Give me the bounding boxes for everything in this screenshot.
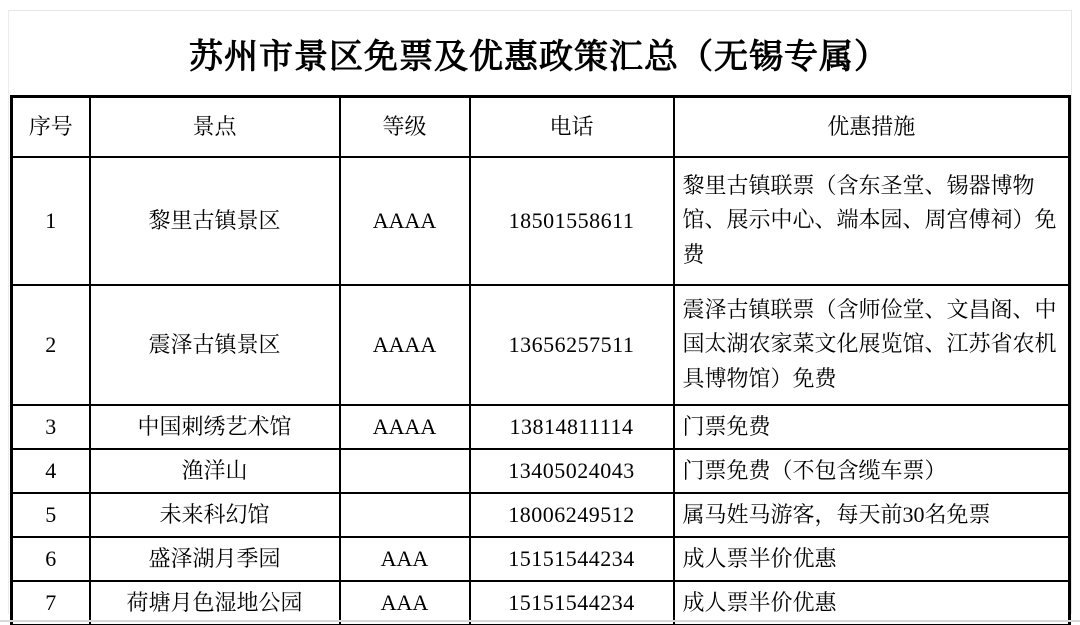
cell-grade: AAAA [340, 157, 470, 285]
table-row [12, 449, 1070, 493]
table-row [12, 157, 1070, 285]
cell-policy: 门票免费 [674, 405, 1070, 449]
cell-spot: 渔洋山 [90, 449, 340, 493]
cell-spot: 荷塘月色湿地公园 [90, 581, 340, 625]
cell-no: 6 [12, 537, 90, 581]
cell-phone: 18501558611 [470, 157, 674, 285]
cell-policy: 成人票半价优惠 [674, 581, 1070, 625]
cell-spot: 震泽古镇景区 [90, 285, 340, 405]
cell-phone: 15151544234 [470, 581, 674, 625]
cell-no: 4 [12, 449, 90, 493]
cell-policy: 成人票半价优惠 [674, 537, 1070, 581]
cell-grade: AAA [340, 581, 470, 625]
cell-phone: 13656257511 [470, 285, 674, 405]
table-row [12, 493, 1070, 537]
cell-policy: 震泽古镇联票（含师俭堂、文昌阁、中国太湖农家菜文化展览馆、江苏省农机具博物馆）免费 [674, 285, 1070, 405]
column-header-policy: 优惠措施 [674, 97, 1070, 157]
cell-grade [340, 493, 470, 537]
cell-policy: 黎里古镇联票（含东圣堂、锡器博物馆、展示中心、端本园、周宫傅祠）免费 [674, 157, 1070, 285]
cell-grade: AAAA [340, 405, 470, 449]
cell-policy: 属马姓马游客，每天前30名免票 [674, 493, 1070, 537]
column-header-phone: 电话 [470, 97, 674, 157]
cell-no: 1 [12, 157, 90, 285]
table-row [12, 285, 1070, 405]
cell-spot: 盛泽湖月季园 [90, 537, 340, 581]
cell-grade [340, 449, 470, 493]
policy-table [10, 95, 1071, 625]
cell-no: 3 [12, 405, 90, 449]
column-header-spot: 景点 [90, 97, 340, 157]
cell-phone: 18006249512 [470, 493, 674, 537]
cell-phone: 13405024043 [470, 449, 674, 493]
column-header-grade: 等级 [340, 97, 470, 157]
page-title: 苏州市景区免票及优惠政策汇总（无锡专属） [189, 39, 889, 76]
table-row [12, 537, 1070, 581]
cell-no: 7 [12, 581, 90, 625]
cell-phone: 15151544234 [470, 537, 674, 581]
cell-spot: 黎里古镇景区 [90, 157, 340, 285]
cell-policy: 门票免费（不包含缆车票） [674, 449, 1070, 493]
table-row [12, 405, 1070, 449]
cell-no: 2 [12, 285, 90, 405]
column-header-no: 序号 [12, 97, 90, 157]
cell-spot: 未来科幻馆 [90, 493, 340, 537]
cell-spot: 中国刺绣艺术馆 [90, 405, 340, 449]
cell-grade: AAAA [340, 285, 470, 405]
page-bottom-edge [0, 620, 1080, 622]
cell-no: 5 [12, 493, 90, 537]
table-body [12, 157, 1070, 625]
cell-grade: AAA [340, 537, 470, 581]
table-row [12, 581, 1070, 625]
table-header-row [12, 97, 1070, 157]
cell-phone: 13814811114 [470, 405, 674, 449]
